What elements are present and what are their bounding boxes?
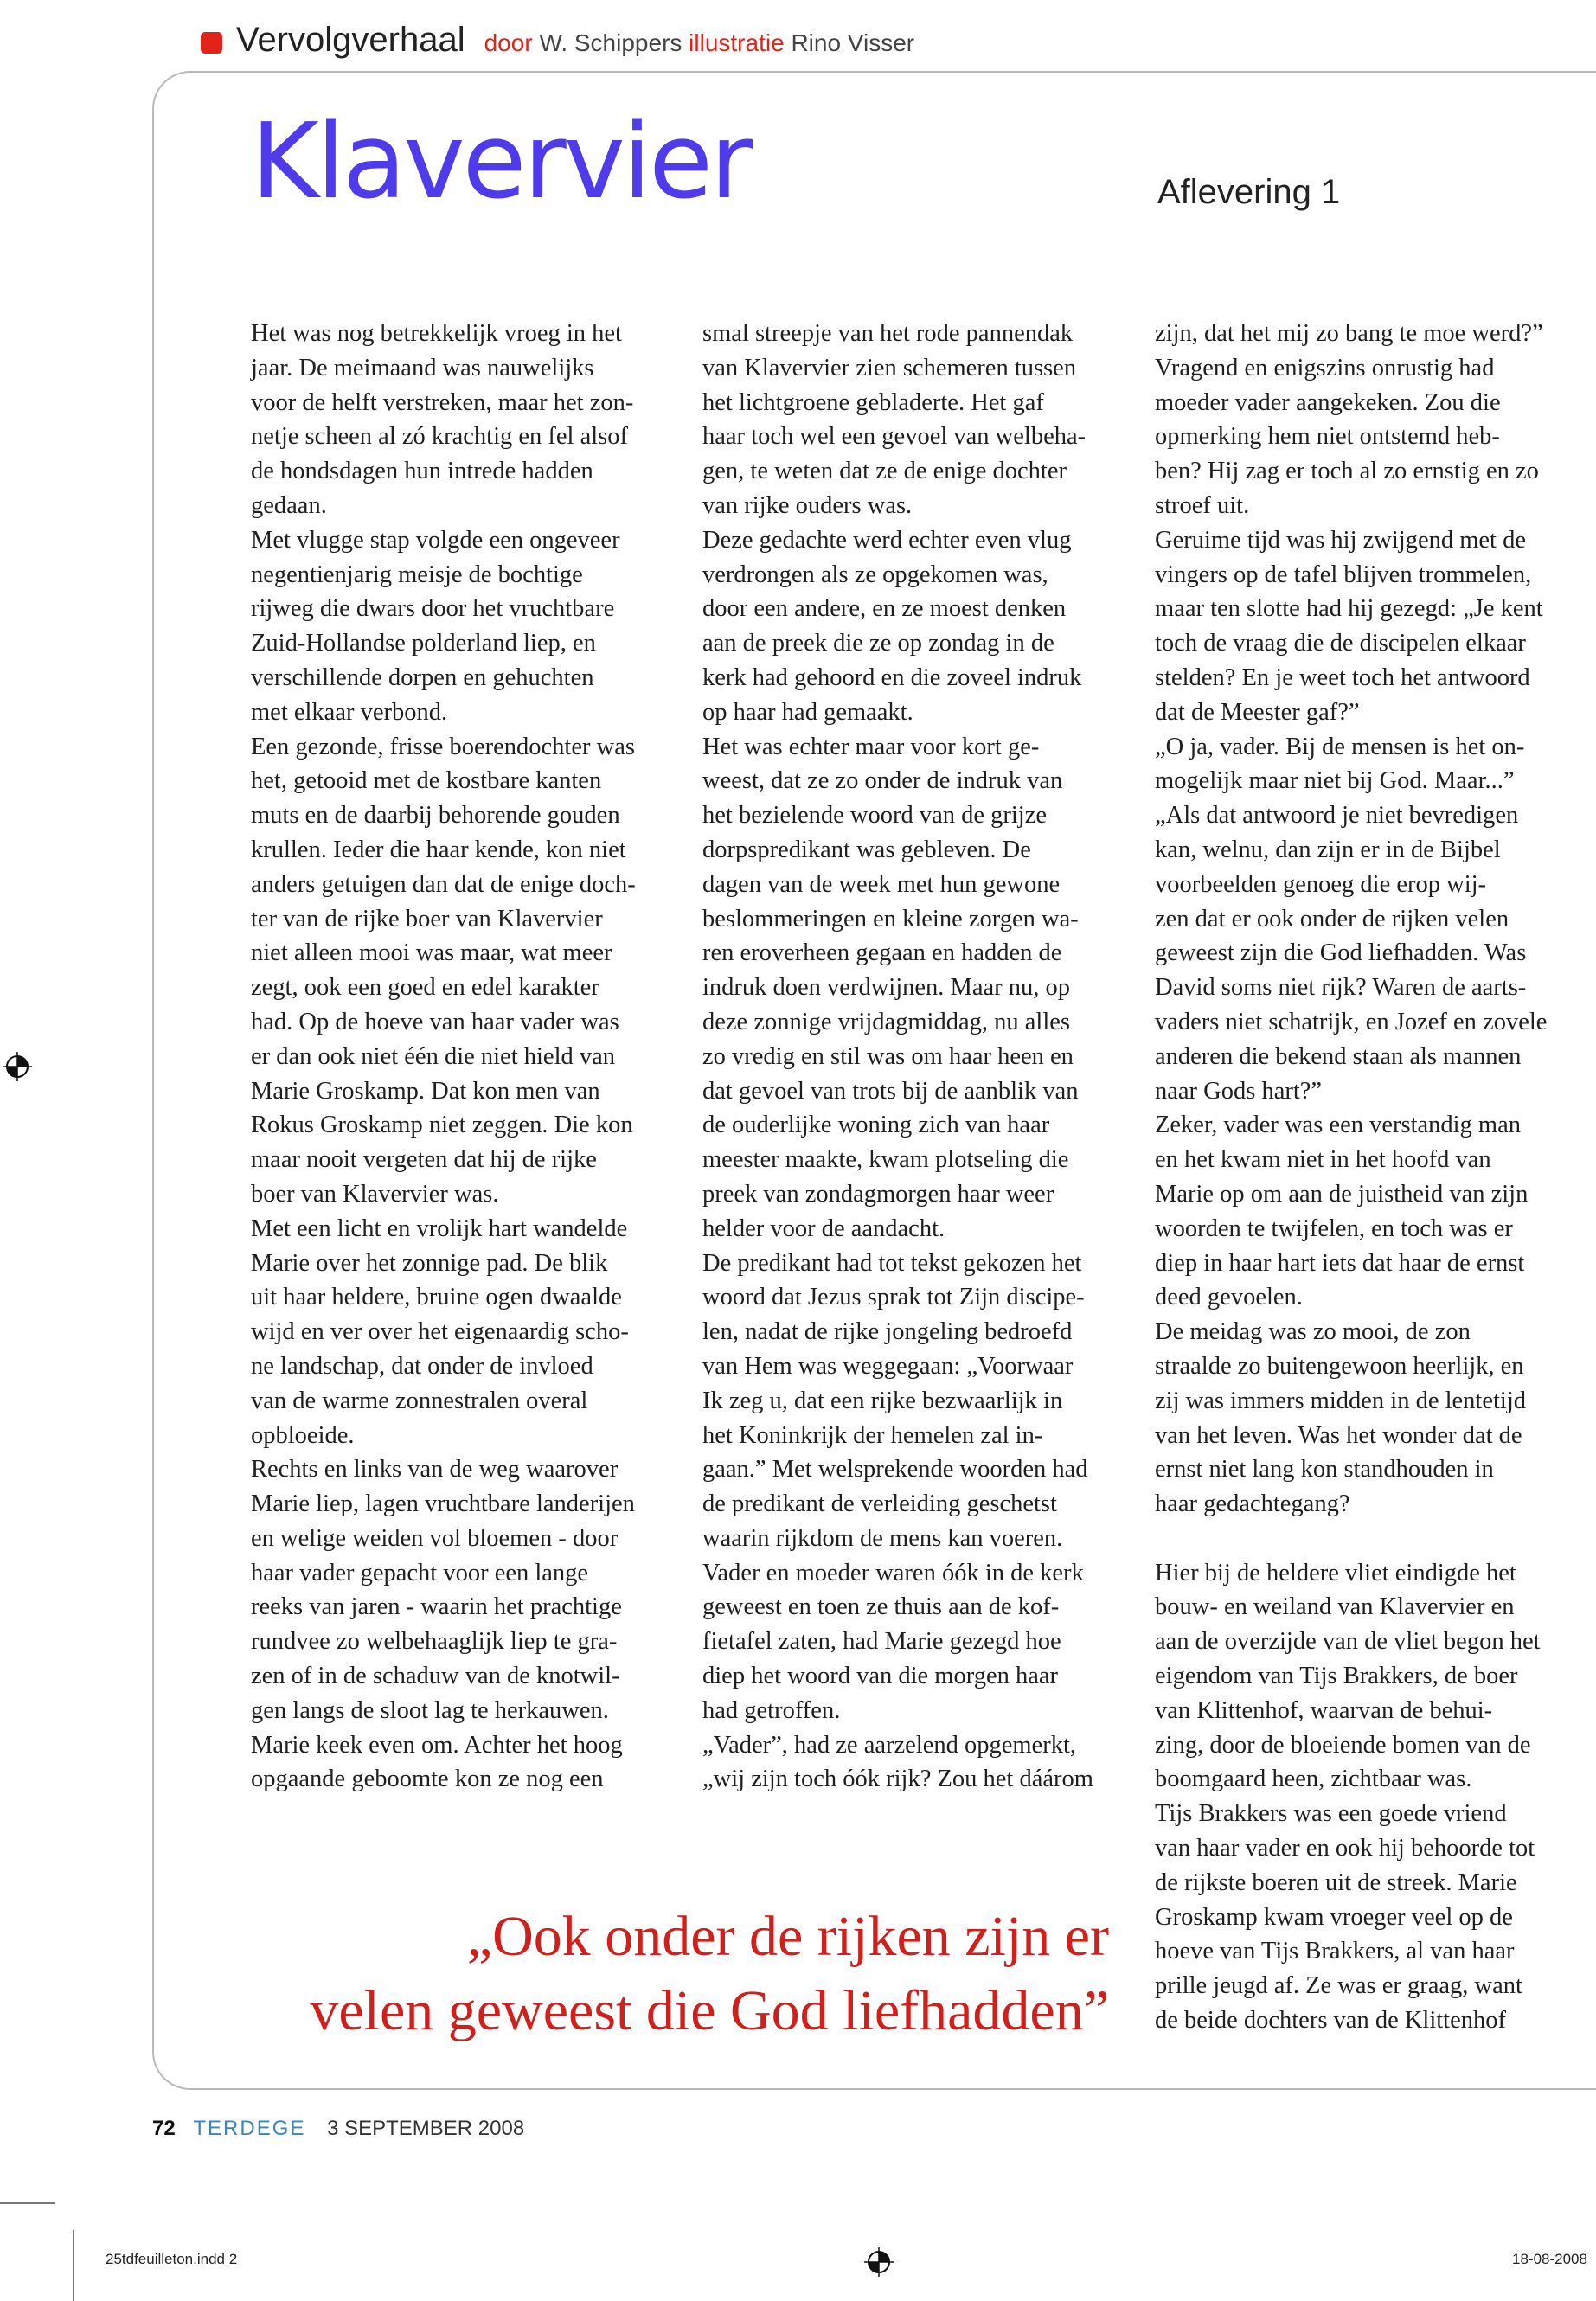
- text-line: Groskamp kwam vroeger veel op de: [1155, 1903, 1513, 1931]
- text-line: Marie op om aan de juistheid van zijn: [1155, 1180, 1529, 1208]
- text-line: anderen die bekend staan als mannen: [1155, 1042, 1522, 1070]
- text-line: hoeve van Tijs Brakkers, al van haar: [1155, 1938, 1515, 1965]
- text-line: haar vader gepacht voor een lange: [251, 1559, 589, 1586]
- text-line: Zeker, vader was een verstandig man: [1155, 1112, 1522, 1139]
- text-line: gen langs de sloot lag te herkauwen.: [251, 1696, 609, 1724]
- text-line: straalde zo buitengewoon heerlijk, en: [1155, 1352, 1524, 1380]
- text-line: opgaande geboomte kon ze nog een: [251, 1766, 604, 1793]
- text-line: zijn, dat het mij zo bang te moe werd?”: [1155, 320, 1543, 347]
- text-line: diep het woord van die morgen haar: [702, 1663, 1059, 1690]
- text-line: zen of in de schaduw van de knotwil-: [251, 1663, 620, 1690]
- text-line: aan de preek die ze op zondag in de: [702, 630, 1054, 657]
- text-line: krullen. Ieder die haar kende, kon niet: [251, 836, 626, 863]
- text-line: de ouderlijke woning zich van haar: [702, 1112, 1050, 1139]
- text-line: negentienjarig meisje de bochtige: [251, 561, 583, 588]
- registration-mark-icon: [3, 1052, 32, 1081]
- text-line: ben? Hij zag er toch al zo ernstig en zo: [1155, 458, 1539, 485]
- text-line: uit haar heldere, bruine ogen dwaalde: [251, 1284, 622, 1311]
- text-line: geweest en toen ze thuis aan de kof-: [702, 1593, 1060, 1621]
- text-line: aan de overzijde van de vliet begon het: [1155, 1628, 1541, 1656]
- illustrator-name: Rino Visser: [791, 29, 915, 56]
- text-line: Deze gedachte werd echter even vlug: [702, 526, 1072, 554]
- text-line: ne landschap, dat onder de invloed: [251, 1352, 593, 1380]
- text-line: dagen van de week met hun gewone: [702, 870, 1061, 898]
- section-marker-square: [201, 32, 222, 54]
- text-line: Marie liep, lagen vruchtbare landerijen: [251, 1490, 635, 1518]
- text-line: Marie Groskamp. Dat kon men van: [251, 1077, 600, 1105]
- text-line: de hondsdagen hun intrede hadden: [251, 458, 593, 485]
- text-line: „Als dat antwoord je niet bevredigen: [1155, 802, 1519, 830]
- text-line: verdrongen als ze opgekomen was,: [702, 561, 1048, 588]
- text-line: „Vader”, had ze aarzelend opgemerkt,: [702, 1731, 1076, 1759]
- pull-quote-line-1: „Ook onder de rijken zijn er: [466, 1905, 1109, 1968]
- text-line: het, getooid met de kostbare kanten: [251, 767, 602, 795]
- text-line: stelden? En je weet toch het antwoord: [1155, 663, 1530, 691]
- text-line: Het was echter maar voor kort ge-: [702, 733, 1040, 760]
- text-line: de rijkste boeren uit de streek. Marie: [1155, 1868, 1517, 1896]
- text-line: Met een licht en vrolijk hart wandelde: [251, 1215, 628, 1242]
- text-line: De predikant had tot tekst gekozen het: [702, 1249, 1082, 1277]
- text-line: haar gedachtegang?: [1155, 1490, 1350, 1518]
- text-line: fietafel zaten, had Marie gezegd hoe: [702, 1628, 1061, 1656]
- text-line: Marie keek even om. Achter het hoog: [251, 1731, 623, 1759]
- crop-mark-vertical: [73, 2230, 74, 2301]
- text-line: David soms niet rijk? Waren de aarts-: [1155, 974, 1527, 1002]
- text-line: „O ja, vader. Bij de mensen is het on-: [1155, 733, 1525, 760]
- text-line: vingers op de tafel blijven trommelen,: [1155, 561, 1532, 588]
- text-line: reeks van jaren - waarin het prachtige: [251, 1593, 622, 1621]
- text-line: Vader en moeder waren óók in de kerk: [702, 1559, 1084, 1586]
- text-line: dat de Meester gaf?”: [1155, 698, 1360, 726]
- text-line: wijd en ver over het eigenaardig scho-: [251, 1318, 629, 1346]
- text-line: Rokus Groskamp niet zeggen. Die kon: [251, 1112, 633, 1139]
- text-line: zij was immers midden in de lentetijd: [1155, 1387, 1526, 1414]
- text-line: boer van Klavervier was.: [251, 1180, 499, 1208]
- text-line: gen, te weten dat ze de enige dochter: [702, 458, 1067, 485]
- text-line: voor de helft verstreken, maar het zon-: [251, 388, 634, 416]
- text-line: Zuid-Hollandse polderland liep, en: [251, 630, 596, 657]
- text-line: rijweg die dwars door het vruchtbare: [251, 595, 615, 623]
- text-line: Hier bij de heldere vliet eindigde het: [1155, 1559, 1516, 1586]
- text-line: en het kwam niet in het hoofd van: [1155, 1146, 1491, 1174]
- text-line: naar Gods hart?”: [1155, 1077, 1323, 1105]
- author-name: W. Schippers: [539, 29, 683, 56]
- text-line: maar ten slotte had hij gezegd: „Je kent: [1155, 595, 1543, 623]
- text-line: gaan.” Met welsprekende woorden had: [702, 1456, 1088, 1484]
- text-line: ernst niet lang kon standhouden in: [1155, 1456, 1494, 1484]
- text-line: opmerking hem niet ontstemd heb-: [1155, 423, 1500, 451]
- text-line: Het was nog betrekkelijk vroeg in het: [251, 320, 622, 347]
- text-line: had getroffen.: [702, 1696, 841, 1724]
- article-credits: [484, 29, 914, 57]
- text-line: dorpspredikant was gebleven. De: [702, 836, 1031, 863]
- text-line: geweest zijn die God liefhadden. Was: [1155, 939, 1527, 967]
- text-line: moeder vader aangekeken. Zou die: [1155, 388, 1501, 416]
- text-line: anders getuigen dan dat de enige doch-: [251, 870, 636, 898]
- text-line: haar toch wel een gevoel van welbeha-: [702, 423, 1086, 451]
- text-line: deed gevoelen.: [1155, 1284, 1303, 1311]
- text-line: dat gevoel van trots bij de aanblik van: [702, 1077, 1079, 1105]
- text-line: van de warme zonnestralen overal: [251, 1387, 588, 1414]
- text-line: kan, welnu, dan zijn er in de Bijbel: [1155, 836, 1501, 863]
- text-line: indruk doen verdwijnen. Maar nu, op: [702, 974, 1071, 1002]
- magazine-name: TERDEGE: [193, 2117, 306, 2140]
- pull-quote-line-2: velen geweest die God liefhadden”: [310, 1979, 1109, 2042]
- text-line: eigendom van Tijs Brakkers, de boer: [1155, 1663, 1518, 1690]
- text-line: zen dat er ook onder de rijken velen: [1155, 905, 1509, 933]
- text-line: ren eroverheen gegaan en hadden de: [702, 939, 1062, 967]
- text-line: zegt, ook een goed en edel karakter: [251, 974, 599, 1002]
- text-line: Geruime tijd was hij zwijgend met de: [1155, 526, 1526, 554]
- text-line: Ik zeg u, dat een rijke bezwaarlijk in: [702, 1387, 1063, 1414]
- text-line: Rechts en links van de weg waarover: [251, 1456, 619, 1484]
- text-line: smal streepje van het rode pannendak: [702, 320, 1074, 347]
- text-column-1: [251, 317, 671, 1797]
- text-line: len, nadat de rijke jongeling bedroefd: [702, 1318, 1073, 1346]
- section-header: [201, 21, 914, 59]
- text-line: diep in haar hart iets dat haar de ernst: [1155, 1249, 1525, 1277]
- text-line: van haar vader en ook hij behoorde tot: [1155, 1835, 1535, 1862]
- article-title: Klavervier: [251, 102, 751, 222]
- text-line: Een gezonde, frisse boerendochter was: [251, 733, 635, 760]
- text-line: bouw- en weiland van Klavervier en: [1155, 1593, 1515, 1621]
- text-line: maar nooit vergeten dat hij de rijke: [251, 1146, 597, 1174]
- text-line: stroef uit.: [1155, 491, 1250, 519]
- page-footer: [152, 2117, 524, 2141]
- text-line: van het leven. Was het wonder dat de: [1155, 1421, 1522, 1449]
- text-line: weest, dat ze zo onder de indruk van: [702, 767, 1063, 795]
- text-line: het Koninkrijk der hemelen zal in-: [702, 1421, 1043, 1449]
- text-line: zing, door de bloeiende bomen van de: [1155, 1731, 1531, 1759]
- text-line: kerk had gehoord en die zoveel indruk: [702, 663, 1082, 691]
- section-title: Vervolgverhaal: [236, 21, 465, 59]
- text-line: Marie over het zonnige pad. De blik: [251, 1249, 608, 1277]
- text-line: beslommeringen en kleine zorgen wa-: [702, 905, 1079, 933]
- text-line: prille jeugd af. Ze was er graag, want: [1155, 1972, 1522, 2000]
- text-line: er dan ook niet één die niet hield van: [251, 1042, 616, 1070]
- page-number: 72: [152, 2117, 176, 2140]
- pull-quote: [201, 1900, 1109, 2048]
- text-line: mogelijk maar niet bij God. Maar...”: [1155, 767, 1515, 795]
- text-line: netje scheen al zó krachtig en fel alsof: [251, 423, 629, 451]
- text-line: rundvee zo welbehaaglijk liep te gra-: [251, 1628, 618, 1656]
- text-line: zo vredig en stil was om haar heen en: [702, 1042, 1074, 1070]
- text-line: voorbeelden genoeg die erop wij-: [1155, 870, 1487, 898]
- text-line: Vragend en enigszins onrustig had: [1155, 354, 1495, 381]
- text-line: muts en de daarbij behorende gouden: [251, 802, 620, 830]
- text-line: toch de vraag die de discipelen elkaar: [1155, 630, 1526, 657]
- text-line: Tijs Brakkers was een goede vriend: [1155, 1800, 1507, 1828]
- by-label: door: [484, 29, 533, 56]
- text-line: de beide dochters van de Klittenhof: [1155, 2007, 1506, 2035]
- crop-mark-horizontal: [0, 2202, 55, 2204]
- text-line: waarin rijkdom de mens kan voeren.: [702, 1524, 1063, 1552]
- illustration-label: illustratie: [689, 29, 785, 56]
- text-line: Met vlugge stap volgde een ongeveer: [251, 526, 620, 554]
- text-line: van Hem was weggegaan: „Voorwaar: [702, 1352, 1074, 1380]
- text-line: preek van zondagmorgen haar weer: [702, 1180, 1054, 1208]
- text-line: jaar. De meimaand was nauwelijks: [251, 354, 594, 381]
- text-line: niet alleen mooi was maar, wat meer: [251, 939, 612, 967]
- text-line: van Klittenhof, waarvan de behui-: [1155, 1696, 1493, 1724]
- slug-filename: 25tdfeuilleton.indd 2: [106, 2251, 238, 2267]
- text-line: gedaan.: [251, 491, 327, 519]
- text-line: vaders niet schatrijk, en Jozef en zovele: [1155, 1008, 1548, 1035]
- text-line: verschillende dorpen en gehuchten: [251, 663, 594, 691]
- slug-date: 18-08-2008: [1512, 2251, 1587, 2267]
- episode-label: Aflevering 1: [1157, 173, 1341, 211]
- text-line: woorden te twijfelen, en toch was er: [1155, 1215, 1513, 1242]
- text-line: ter van de rijke boer van Klavervier: [251, 905, 603, 933]
- text-line: [1155, 1522, 1575, 1556]
- text-line: door een andere, en ze moest denken: [702, 595, 1067, 623]
- text-column-2: [702, 317, 1123, 1797]
- text-line: op haar had gemaakt.: [702, 698, 913, 726]
- text-line: van Klavervier zien schemeren tussen: [702, 354, 1077, 381]
- text-line: deze zonnige vrijdagmiddag, nu alles: [702, 1008, 1070, 1035]
- text-line: woord dat Jezus sprak tot Zijn discipe-: [702, 1284, 1085, 1311]
- text-line: het bezielende woord van de grijze: [702, 802, 1048, 830]
- text-line: „wij zijn toch óók rijk? Zou het dáárom: [702, 1766, 1093, 1793]
- text-line: meester maakte, kwam plotseling die: [702, 1146, 1069, 1174]
- text-line: opbloeide.: [251, 1421, 355, 1449]
- text-line: De meidag was zo mooi, de zon: [1155, 1318, 1471, 1346]
- registration-mark-icon: [864, 2247, 894, 2277]
- text-line: boomgaard heen, zichtbaar was.: [1155, 1766, 1472, 1793]
- text-line: de predikant de verleiding geschetst: [702, 1490, 1057, 1518]
- text-line: had. Op de hoeve van haar vader was: [251, 1008, 619, 1035]
- issue-date: 3 SEPTEMBER 2008: [327, 2117, 525, 2140]
- text-line: het lichtgroene gebladerte. Het gaf: [702, 388, 1044, 416]
- text-column-3: [1155, 317, 1575, 2038]
- text-line: en welige weiden vol bloemen - door: [251, 1524, 619, 1552]
- text-line: met elkaar verbond.: [251, 698, 448, 726]
- text-line: helder voor de aandacht.: [702, 1215, 945, 1242]
- text-line: van rijke ouders was.: [702, 491, 913, 519]
